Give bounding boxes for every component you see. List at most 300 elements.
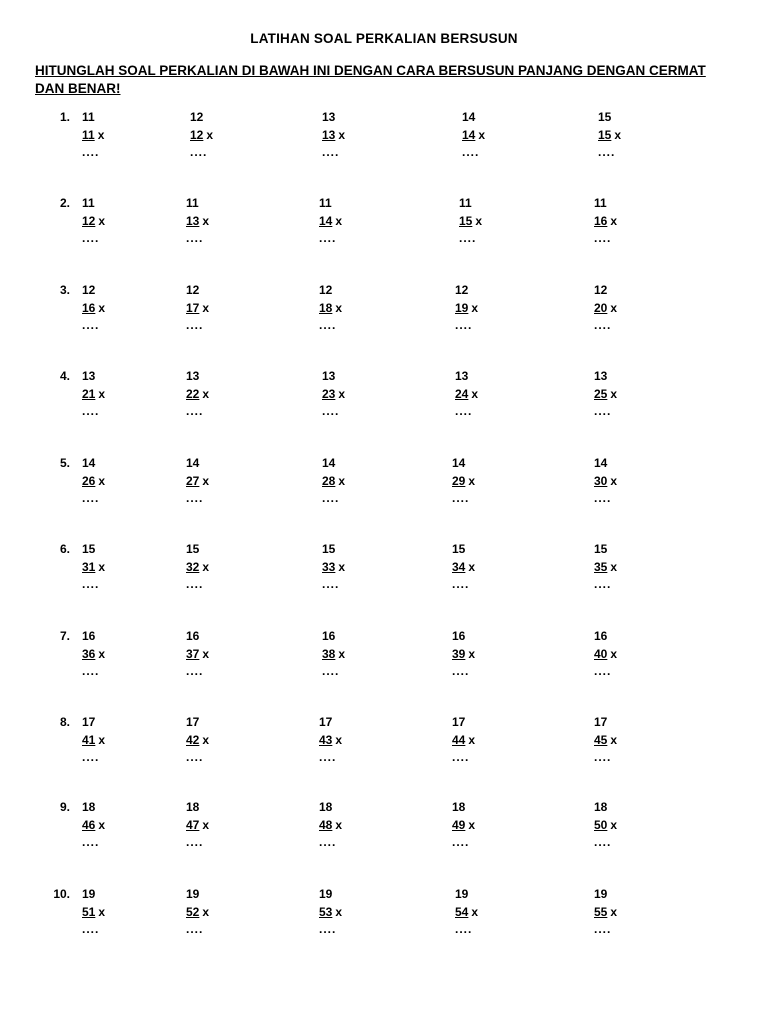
multiplicand: 14	[82, 456, 96, 470]
multiplier: 43	[319, 733, 333, 747]
multiplicand: 16	[82, 629, 96, 643]
multiplier-line	[319, 299, 399, 317]
multiplier-line	[82, 472, 162, 490]
multiplication-problem	[82, 281, 162, 333]
multiply-operator: x	[202, 301, 210, 315]
multiplicand: 15	[82, 542, 96, 556]
multiplication-problem	[452, 454, 532, 506]
row-number: 1.	[59, 110, 70, 124]
multiplicand: 17	[82, 715, 96, 729]
row-number: 7.	[59, 629, 70, 643]
multiplier-line	[594, 558, 674, 576]
multiplication-problem	[594, 194, 674, 246]
multiplication-problem	[82, 713, 162, 765]
answer-blank: ....	[186, 664, 204, 678]
answer-blank: ....	[319, 835, 337, 849]
answer-blank: ....	[82, 491, 100, 505]
multiply-operator: x	[98, 818, 106, 832]
problem-row	[0, 367, 768, 427]
multiplier-line	[452, 558, 532, 576]
multiplicand: 18	[452, 800, 466, 814]
multiplication-problem	[82, 798, 162, 850]
multiplier: 48	[319, 818, 333, 832]
multiplier-line	[82, 731, 162, 749]
row-number: 3.	[59, 283, 70, 297]
answer-blank: ....	[594, 577, 612, 591]
multiply-operator: x	[478, 128, 486, 142]
answer-blank: ....	[82, 922, 100, 936]
multiply-operator: x	[610, 301, 618, 315]
multiply-operator: x	[468, 733, 476, 747]
multiplicand: 14	[594, 456, 608, 470]
multiply-operator: x	[614, 128, 622, 142]
multiplicand: 15	[452, 542, 466, 556]
multiply-operator: x	[335, 905, 343, 919]
answer-blank: ....	[190, 145, 208, 159]
multiplication-problem	[459, 194, 539, 246]
multiplication-problem	[186, 885, 266, 937]
multiplication-problem	[82, 540, 162, 592]
answer-blank: ....	[452, 750, 470, 764]
answer-blank: ....	[594, 922, 612, 936]
multiplication-problem	[82, 627, 162, 679]
multiplicand: 11	[594, 196, 607, 210]
multiplier: 18	[319, 301, 333, 315]
page-title: LATIHAN SOAL PERKALIAN BERSUSUN	[250, 31, 518, 46]
multiply-operator: x	[468, 818, 476, 832]
multiplier: 36	[82, 647, 96, 661]
multiplication-problem	[82, 454, 162, 506]
multiplier-line	[594, 816, 674, 834]
multiplier: 50	[594, 818, 608, 832]
multiplication-problem	[319, 713, 399, 765]
multiplication-problem	[462, 108, 542, 160]
multiplier: 23	[322, 387, 336, 401]
multiplicand: 18	[319, 800, 333, 814]
multiplier-line	[452, 731, 532, 749]
answer-blank: ....	[594, 404, 612, 418]
multiplier-line	[186, 731, 266, 749]
multiplication-problem	[319, 798, 399, 850]
multiplier-line	[594, 299, 674, 317]
problem-row	[0, 194, 768, 254]
multiplicand: 12	[319, 283, 333, 297]
multiplier-line	[594, 903, 674, 921]
multiplier: 44	[452, 733, 466, 747]
multiply-operator: x	[98, 301, 106, 315]
multiply-operator: x	[202, 905, 210, 919]
multiplication-problem	[452, 540, 532, 592]
multiplication-problem	[186, 194, 266, 246]
multiply-operator: x	[610, 733, 618, 747]
multiplier: 41	[82, 733, 96, 747]
multiplier: 40	[594, 647, 608, 661]
row-number: 9.	[59, 800, 70, 814]
multiplier: 47	[186, 818, 200, 832]
multiplier: 53	[319, 905, 333, 919]
multiply-operator: x	[338, 560, 346, 574]
multiplier-line	[455, 903, 535, 921]
multiplication-problem	[186, 798, 266, 850]
multiplication-problem	[594, 798, 674, 850]
multiplication-problem	[594, 367, 674, 419]
row-number: 2.	[59, 196, 70, 210]
multiplication-problem	[322, 627, 402, 679]
multiplication-problem	[186, 367, 266, 419]
multiplier-line	[322, 645, 402, 663]
row-number: 8.	[59, 715, 70, 729]
multiply-operator: x	[202, 474, 210, 488]
multiplication-problem	[594, 713, 674, 765]
multiplier-line	[186, 558, 266, 576]
multiply-operator: x	[202, 560, 210, 574]
multiplier-line	[598, 126, 678, 144]
multiply-operator: x	[98, 387, 106, 401]
answer-blank: ....	[322, 145, 340, 159]
multiplicand: 19	[186, 887, 200, 901]
multiplicand: 18	[82, 800, 96, 814]
multiplier-line	[186, 645, 266, 663]
multiplier: 45	[594, 733, 608, 747]
multiplication-problem	[82, 108, 162, 160]
multiply-operator: x	[98, 733, 106, 747]
multiply-operator: x	[471, 301, 479, 315]
multiplicand: 11	[186, 196, 199, 210]
multiplicand: 12	[186, 283, 200, 297]
multiplier-line	[455, 385, 535, 403]
multiplicand: 15	[186, 542, 200, 556]
multiplicand: 12	[455, 283, 469, 297]
multiplication-problem	[319, 281, 399, 333]
multiply-operator: x	[471, 905, 479, 919]
multiplier-line	[455, 299, 535, 317]
multiplication-problem	[594, 885, 674, 937]
multiply-operator: x	[98, 474, 106, 488]
multiplicand: 14	[322, 456, 336, 470]
multiplier-line	[462, 126, 542, 144]
multiply-operator: x	[610, 474, 618, 488]
multiply-operator: x	[206, 128, 214, 142]
multiplier: 42	[186, 733, 200, 747]
multiplication-problem	[322, 540, 402, 592]
multiplicand: 17	[452, 715, 466, 729]
answer-blank: ....	[186, 491, 204, 505]
multiplier-line	[319, 212, 399, 230]
multiplication-problem	[594, 627, 674, 679]
answer-blank: ....	[322, 491, 340, 505]
multiplier: 15	[459, 214, 473, 228]
multiplier: 33	[322, 560, 336, 574]
multiplier: 12	[82, 214, 96, 228]
answer-blank: ....	[186, 404, 204, 418]
multiplier-line	[319, 731, 399, 749]
multiply-operator: x	[335, 301, 343, 315]
multiplier-line	[594, 472, 674, 490]
multiplier: 46	[82, 818, 96, 832]
multiplier: 12	[190, 128, 204, 142]
multiplication-problem	[598, 108, 678, 160]
multiplicand: 13	[186, 369, 200, 383]
multiplier-line	[319, 816, 399, 834]
multiplier: 16	[82, 301, 96, 315]
multiply-operator: x	[202, 647, 210, 661]
answer-blank: ....	[594, 491, 612, 505]
multiplier: 15	[598, 128, 612, 142]
multiply-operator: x	[475, 214, 483, 228]
multiplier: 54	[455, 905, 469, 919]
multiplier-line	[82, 126, 162, 144]
answer-blank: ....	[82, 577, 100, 591]
multiplier-line	[452, 816, 532, 834]
multiplication-problem	[186, 540, 266, 592]
multiplicand: 16	[186, 629, 200, 643]
multiplication-problem	[455, 885, 535, 937]
answer-blank: ....	[459, 231, 477, 245]
answer-blank: ....	[186, 750, 204, 764]
multiplication-problem	[186, 281, 266, 333]
multiplicand: 17	[319, 715, 333, 729]
multiplier: 19	[455, 301, 469, 315]
multiplicand: 12	[82, 283, 96, 297]
multiplier-line	[186, 816, 266, 834]
problem-row	[0, 798, 768, 858]
problem-row	[0, 627, 768, 687]
answer-blank: ....	[186, 318, 204, 332]
multiplier: 52	[186, 905, 200, 919]
multiplier-line	[82, 212, 162, 230]
answer-blank: ....	[186, 577, 204, 591]
multiplication-problem	[322, 454, 402, 506]
multiplicand: 19	[594, 887, 608, 901]
answer-blank: ....	[452, 835, 470, 849]
multiplier-line	[322, 126, 402, 144]
answer-blank: ....	[322, 664, 340, 678]
multiplier: 39	[452, 647, 466, 661]
multiply-operator: x	[338, 387, 346, 401]
multiply-operator: x	[468, 474, 476, 488]
multiply-operator: x	[97, 128, 105, 142]
multiplier: 24	[455, 387, 469, 401]
multiplicand: 13	[322, 110, 336, 124]
answer-blank: ....	[455, 404, 473, 418]
multiply-operator: x	[202, 818, 210, 832]
answer-blank: ....	[594, 750, 612, 764]
multiplicand: 13	[322, 369, 336, 383]
multiply-operator: x	[610, 818, 618, 832]
multiplication-problem	[594, 281, 674, 333]
answer-blank: ....	[462, 145, 480, 159]
multiplier-line	[186, 903, 266, 921]
multiply-operator: x	[98, 905, 106, 919]
multiply-operator: x	[202, 733, 210, 747]
problem-row	[0, 108, 768, 168]
multiplier: 14	[319, 214, 333, 228]
answer-blank: ....	[594, 231, 612, 245]
multiply-operator: x	[338, 128, 346, 142]
multiplicand: 15	[322, 542, 336, 556]
multiplier: 16	[594, 214, 608, 228]
multiplier-line	[322, 472, 402, 490]
multiplier-line	[452, 645, 532, 663]
multiplication-problem	[319, 885, 399, 937]
instruction-text: HITUNGLAH SOAL PERKALIAN DI BAWAH INI DENGAN CARA BERSUSUN PANJANG DENGAN CERMAT DAN BENAR!	[35, 63, 706, 96]
multiplicand: 15	[598, 110, 612, 124]
multiplier-line	[190, 126, 270, 144]
multiplication-problem	[452, 798, 532, 850]
multiplication-problem	[82, 367, 162, 419]
answer-blank: ....	[82, 404, 100, 418]
multiplier-line	[186, 472, 266, 490]
answer-blank: ....	[82, 318, 100, 332]
multiplier: 32	[186, 560, 200, 574]
answer-blank: ....	[452, 664, 470, 678]
multiplicand: 11	[319, 196, 332, 210]
multiplier-line	[82, 903, 162, 921]
answer-blank: ....	[82, 231, 100, 245]
answer-blank: ....	[322, 404, 340, 418]
multiplier-line	[594, 212, 674, 230]
answer-blank: ....	[319, 750, 337, 764]
multiplication-problem	[186, 627, 266, 679]
answer-blank: ....	[82, 835, 100, 849]
multiplication-problem	[452, 627, 532, 679]
multiplier: 49	[452, 818, 466, 832]
row-number: 5.	[59, 456, 70, 470]
problem-row	[0, 885, 768, 945]
multiply-operator: x	[202, 387, 210, 401]
answer-blank: ....	[319, 922, 337, 936]
multiply-operator: x	[98, 560, 106, 574]
multiplier: 11	[82, 128, 95, 142]
answer-blank: ....	[322, 577, 340, 591]
multiplier: 28	[322, 474, 336, 488]
multiplier-line	[594, 385, 674, 403]
multiplier-line	[322, 385, 402, 403]
answer-blank: ....	[186, 835, 204, 849]
multiplicand: 14	[462, 110, 476, 124]
multiplier-line	[186, 212, 266, 230]
multiplier: 27	[186, 474, 200, 488]
answer-blank: ....	[452, 577, 470, 591]
multiply-operator: x	[338, 474, 346, 488]
multiplier: 30	[594, 474, 608, 488]
multiplication-problem	[82, 885, 162, 937]
multiplier-line	[594, 731, 674, 749]
answer-blank: ....	[594, 664, 612, 678]
multiplicand: 12	[594, 283, 608, 297]
problem-row	[0, 713, 768, 773]
multiplicand: 16	[322, 629, 336, 643]
multiplication-problem	[455, 281, 535, 333]
answer-blank: ....	[455, 318, 473, 332]
multiplier: 55	[594, 905, 608, 919]
problem-row	[0, 540, 768, 600]
multiplier-line	[82, 645, 162, 663]
answer-blank: ....	[598, 145, 616, 159]
multiplier: 34	[452, 560, 466, 574]
answer-blank: ....	[82, 664, 100, 678]
multiplier-line	[82, 385, 162, 403]
multiplicand: 16	[452, 629, 466, 643]
multiply-operator: x	[98, 214, 106, 228]
multiplication-problem	[452, 713, 532, 765]
answer-blank: ....	[594, 835, 612, 849]
problem-row	[0, 281, 768, 341]
multiplier: 29	[452, 474, 466, 488]
multiplicand: 17	[186, 715, 200, 729]
multiply-operator: x	[610, 905, 618, 919]
multiplier: 20	[594, 301, 608, 315]
answer-blank: ....	[82, 145, 100, 159]
multiply-operator: x	[335, 818, 343, 832]
multiplier: 25	[594, 387, 608, 401]
multiplication-problem	[82, 194, 162, 246]
multiply-operator: x	[610, 387, 618, 401]
multiply-operator: x	[610, 560, 618, 574]
multiplier-line	[82, 558, 162, 576]
multiplier: 17	[186, 301, 200, 315]
multiplication-problem	[186, 454, 266, 506]
multiplier: 51	[82, 905, 96, 919]
multiplication-problem	[186, 713, 266, 765]
multiply-operator: x	[610, 214, 618, 228]
multiply-operator: x	[338, 647, 346, 661]
problem-row	[0, 454, 768, 514]
answer-blank: ....	[594, 318, 612, 332]
multiplication-problem	[322, 108, 402, 160]
multiplicand: 18	[594, 800, 608, 814]
answer-blank: ....	[186, 231, 204, 245]
multiply-operator: x	[335, 214, 343, 228]
multiplicand: 11	[82, 110, 95, 124]
multiplicand: 11	[459, 196, 472, 210]
row-number: 6.	[59, 542, 70, 556]
multiplier-line	[594, 645, 674, 663]
multiply-operator: x	[202, 214, 210, 228]
answer-blank: ....	[455, 922, 473, 936]
multiply-operator: x	[471, 387, 479, 401]
multiplier: 26	[82, 474, 96, 488]
multiply-operator: x	[335, 733, 343, 747]
multiplier: 13	[186, 214, 200, 228]
multiplicand: 19	[319, 887, 333, 901]
answer-blank: ....	[186, 922, 204, 936]
multiplication-problem	[594, 454, 674, 506]
multiplication-problem	[319, 194, 399, 246]
answer-blank: ....	[82, 750, 100, 764]
multiplier-line	[82, 299, 162, 317]
multiplier-line	[452, 472, 532, 490]
answer-blank: ....	[319, 231, 337, 245]
multiplicand: 13	[594, 369, 608, 383]
multiplier-line	[459, 212, 539, 230]
multiplicand: 16	[594, 629, 608, 643]
multiplicand: 11	[82, 196, 95, 210]
multiplicand: 13	[82, 369, 96, 383]
multiplicand: 15	[594, 542, 608, 556]
multiplier: 38	[322, 647, 336, 661]
multiply-operator: x	[468, 647, 476, 661]
multiplicand: 14	[186, 456, 200, 470]
multiplicand: 19	[82, 887, 96, 901]
multiplier-line	[82, 816, 162, 834]
multiplier-line	[322, 558, 402, 576]
multiplier-line	[186, 385, 266, 403]
multiplier: 14	[462, 128, 476, 142]
answer-blank: ....	[319, 318, 337, 332]
multiplier-line	[319, 903, 399, 921]
multiplicand: 19	[455, 887, 469, 901]
